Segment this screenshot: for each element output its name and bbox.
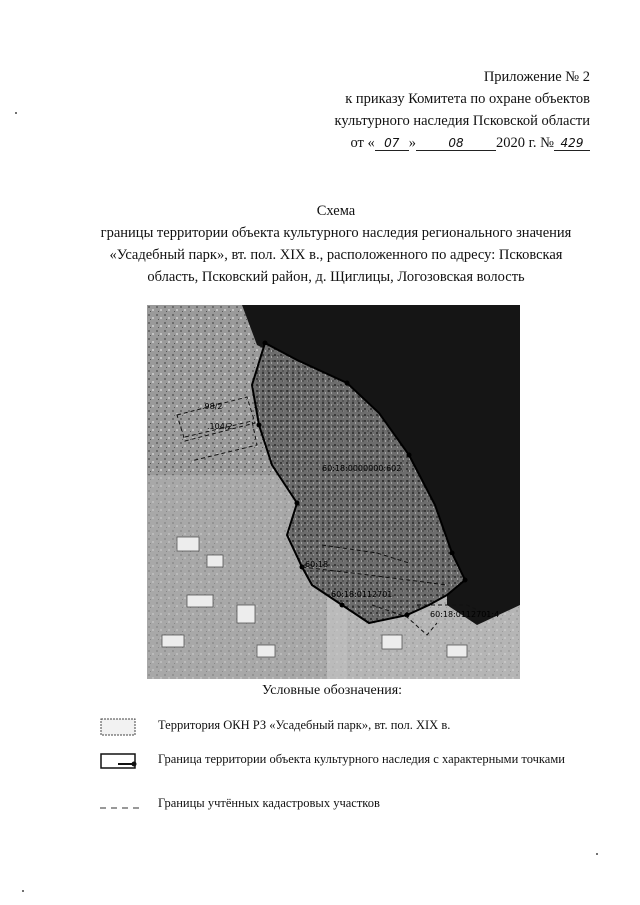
scheme-title-block	[96, 200, 576, 288]
parcel-label-4: 60:18:0112701	[331, 590, 393, 599]
appendix-committee: культурного наследия Псковской области	[334, 113, 590, 129]
date-day: 07	[375, 136, 409, 151]
parcel-label-3: 60:18:0000000:602	[322, 464, 402, 473]
legend-item-cadastral	[100, 796, 600, 816]
legend-cadastral-swatch	[100, 796, 140, 814]
date-quote: »	[408, 135, 416, 151]
legend-item-territory	[100, 718, 600, 738]
date-prefix: от «	[350, 135, 375, 151]
parcel-label-6: 60:18	[305, 560, 329, 569]
legend-boundary-swatch	[100, 752, 138, 770]
appendix-date-line	[300, 132, 590, 154]
legend-territory-swatch	[100, 718, 136, 736]
scan-speck	[22, 890, 24, 892]
map-image	[147, 305, 520, 679]
legend-territory-text: Территория ОКН РЗ «Усадебный парк», вт. пол. XIX в.	[158, 718, 451, 732]
appendix-number: Приложение № 2	[483, 69, 590, 85]
appendix-header	[300, 66, 590, 154]
map-svg	[147, 305, 520, 679]
scan-speck	[15, 112, 17, 114]
parcel-label-5: 60:18:0112701:4	[430, 610, 500, 619]
scheme-heading: Схема	[316, 203, 356, 219]
parcel-label-1: .98/2	[202, 402, 223, 411]
appendix-order-ref: к приказу Комитета по охране объектов	[345, 91, 590, 107]
date-month: 08	[416, 136, 496, 151]
legend-cadastral-text: Границы учтённых кадастровых участков	[158, 796, 380, 810]
parcel-label-2: .104/2	[207, 422, 233, 431]
order-number: 429	[554, 136, 590, 151]
date-year: 2020 г. №	[495, 135, 554, 151]
scan-speck	[596, 853, 598, 855]
legend-title: Условные обозначения:	[262, 683, 403, 698]
legend-item-boundary	[100, 752, 600, 772]
scheme-description: границы территории объекта культурного наследия регионального значения «Усадебный парк», вт. пол. XIX в., расположенного по адресу: Псковская область, Псковский район, д. Щиглицы, Логозовская волость	[100, 225, 572, 285]
legend-boundary-text: Граница территории объекта культурного наследия с характерными точками	[158, 752, 565, 766]
